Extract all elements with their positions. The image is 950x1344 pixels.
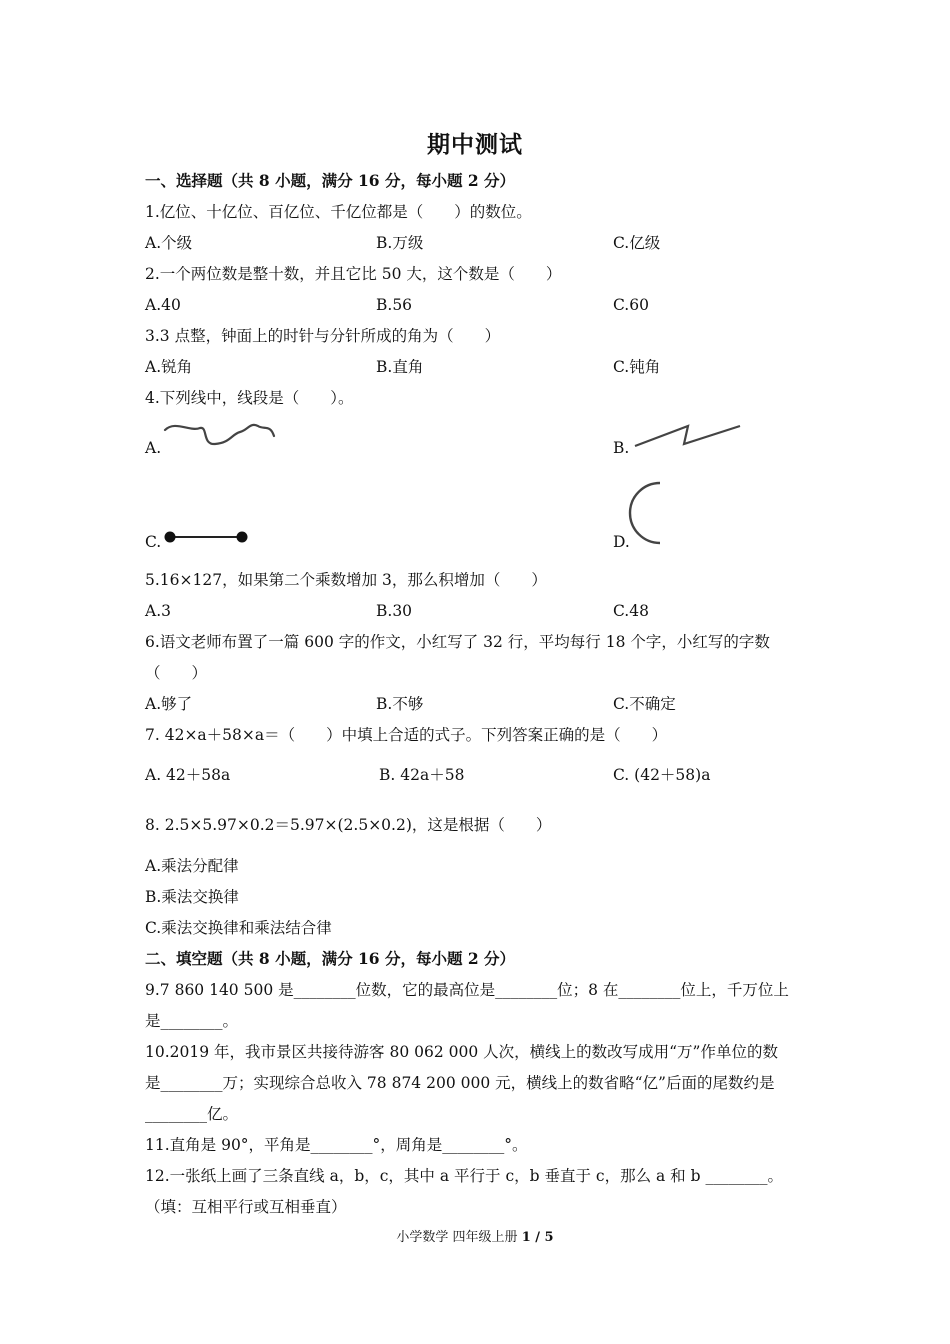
q2-option-b: B.56 bbox=[376, 296, 413, 314]
question-10-line-3: ________亿。 bbox=[145, 1105, 239, 1123]
wavy-curve-figure bbox=[160, 420, 280, 460]
section-1-header: 一、选择题（共 8 小题，满分 16 分，每小题 2 分） bbox=[145, 171, 516, 190]
q8-option-a: A.乘法分配律 bbox=[145, 857, 239, 875]
q2-option-a: A.40 bbox=[145, 296, 181, 314]
question-2: 2.一个两位数是整十数，并且它比 50 大，这个数是（ ） bbox=[145, 265, 562, 283]
q7-option-b: B. 42a＋58 bbox=[379, 766, 465, 784]
q6-option-c: C.不确定 bbox=[613, 695, 676, 713]
question-8: 8. 2.5×5.97×0.2＝5.97×(2.5×0.2)，这是根据（ ） bbox=[145, 816, 552, 834]
q5-option-a: A.3 bbox=[145, 602, 171, 620]
q3-option-c: C.钝角 bbox=[613, 358, 661, 376]
q6-option-a: A.够了 bbox=[145, 695, 193, 713]
q7-option-a: A. 42＋58a bbox=[145, 766, 231, 784]
arc-figure bbox=[630, 480, 670, 550]
q7-option-c: C. (42＋58)a bbox=[613, 766, 711, 784]
question-3: 3.3 点整，钟面上的时针与分针所成的角为（ ） bbox=[145, 327, 501, 345]
question-6-line-1: 6.语文老师布置了一篇 600 字的作文，小红写了 32 行，平均每行 18 个字，小红写的字数 bbox=[145, 633, 770, 651]
page-number: 1 / 5 bbox=[521, 1230, 554, 1245]
q4-option-b: B. bbox=[613, 439, 630, 457]
question-7: 7. 42×a＋58×a＝（ ）中填上合适的式子。下列答案正确的是（ ） bbox=[145, 726, 668, 744]
q5-option-b: B.30 bbox=[376, 602, 413, 620]
question-10-line-1: 10.2019 年，我市景区共接待游客 80 062 000 人次，横线上的数改写成用“万”作单位的数 bbox=[145, 1043, 778, 1061]
q3-option-a: A.锐角 bbox=[145, 358, 193, 376]
section-2-header: 二、填空题（共 8 小题，满分 16 分，每小题 2 分） bbox=[145, 949, 516, 968]
page-footer bbox=[0, 1226, 950, 1245]
question-11: 11.直角是 90°，平角是________°，周角是________°。 bbox=[145, 1136, 528, 1154]
q4-option-d: D. bbox=[613, 533, 630, 551]
zigzag-line-figure bbox=[630, 420, 750, 450]
question-9-line-1: 9.7 860 140 500 是________位数，它的最高位是________位；8 在________位上，千万位上 bbox=[145, 981, 789, 999]
question-9-line-2: 是________。 bbox=[145, 1012, 239, 1030]
question-12-line-2: （填：互相平行或互相垂直） bbox=[145, 1198, 347, 1216]
question-10-line-2: 是________万；实现综合总收入 78 874 200 000 元，横线上的数省略“亿”后面的尾数约是 bbox=[145, 1074, 775, 1092]
q2-option-c: C.60 bbox=[613, 296, 649, 314]
q3-option-b: B.直角 bbox=[376, 358, 424, 376]
page-title: 期中测试 bbox=[427, 131, 523, 158]
question-6-line-2: （ ） bbox=[145, 664, 208, 682]
question-1: 1.亿位、十亿位、百亿位、千亿位都是（ ）的数位。 bbox=[145, 203, 532, 221]
footer-text: 小学数学 四年级上册 bbox=[396, 1230, 522, 1245]
line-segment-figure bbox=[162, 528, 252, 546]
q4-option-a: A. bbox=[145, 439, 162, 457]
question-4: 4.下列线中，线段是（ ）。 bbox=[145, 389, 354, 407]
q8-option-b: B.乘法交换律 bbox=[145, 888, 239, 906]
q1-option-b: B.万级 bbox=[376, 234, 424, 252]
question-5: 5.16×127，如果第二个乘数增加 3，那么积增加（ ） bbox=[145, 571, 547, 589]
q1-option-a: A.个级 bbox=[145, 234, 193, 252]
question-12-line-1: 12.一张纸上画了三条直线 a，b，c，其中 a 平行于 c，b 垂直于 c，那么 a 和 b ________。 bbox=[145, 1167, 783, 1185]
q6-option-b: B.不够 bbox=[376, 695, 424, 713]
q4-option-c: C. bbox=[145, 533, 162, 551]
q1-option-c: C.亿级 bbox=[613, 234, 661, 252]
q5-option-c: C.48 bbox=[613, 602, 649, 620]
q8-option-c: C.乘法交换律和乘法结合律 bbox=[145, 919, 332, 937]
